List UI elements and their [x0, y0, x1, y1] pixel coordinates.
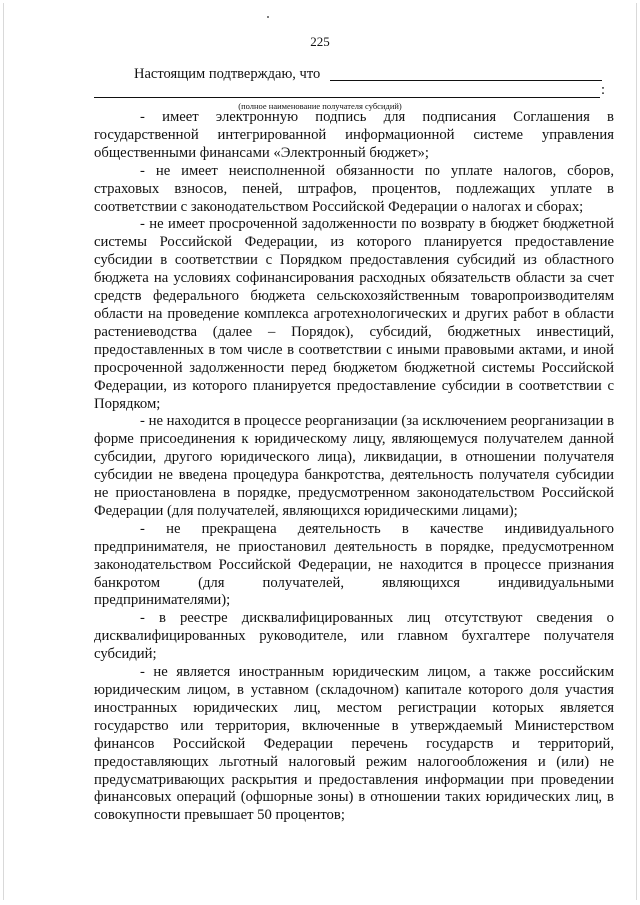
list-item: - не находится в процессе реорганизации (за исключением реорганизации в форме присоединения к юридическому лицу, являющемуся получателем данной субсидии, другого юридического лица), ликвидации, в отношении получателя субсидии не введена процедура банкротства, деятельность получателя субсидии не приостановлена в порядке, предусмотренном законодательством Российской Федерации (для получателей, являющихся юридическими лицами); — [94, 413, 614, 519]
confirm-lead: Настоящим подтверждаю, что — [134, 66, 321, 82]
blank-caption: (полное наименование получателя субсидий) — [238, 101, 402, 111]
recipient-name-blank[interactable] — [330, 80, 602, 81]
confirmation-list — [94, 109, 614, 825]
list-item: - не прекращена деятельность в качестве индивидуального предпринимателя, не приостановил деятельность в порядке, предусмотренном законодательством Российской Федерации, не находится в процессе признания банкротом (для получателей, являющихся индивидуальными предпринимателями); — [94, 520, 614, 609]
list-item: - не имеет просроченной задолженности по возврату в бюджет бюджетной системы Российской Федерации, из которого планируется предоставление субсидии в соответствии с Порядком предоставления субсидий из областного бюджета на условиях софинансирования расходных обязательств области за счет средств федерального бюджета сельскохозяйственным товаропроизводителям области на проведение комплекса агротехнологических и других работ в области растениеводства (далее – Порядок), субсидий, бюджетных инвестиций, предоставленных в том числе в соответствии с иными правовыми актами, и иной просроченной задолженности перед бюджетом бюджетной системы Российской Федерации, из которого планируется предоставление субсидии в соответствии с Порядком; — [94, 216, 614, 412]
page-number: 225 — [310, 34, 330, 49]
blank-colon: : — [601, 82, 606, 98]
recipient-name-blank-continued[interactable] — [94, 97, 600, 98]
scan-speck — [267, 16, 269, 18]
list-item: - в реестре дисквалифицированных лиц отсутствуют сведения о дисквалифицированных руководителе, или главном бухгалтере получателя субсидий; — [94, 610, 614, 663]
list-item: - не является иностранным юридическим лицом, а также российским юридическим лицом, в уставном (складочном) капитале которого доля участия иностранных юридических лиц, местом регистрации которых является государство или территория, включенные в утверждаемый Министерством финансов Российской Федерации перечень государств и территорий, предоставляющих льготный налоговый режим налогообложения и (или) не предусматривающих раскрытия и предоставления информации при проведении финансовых операций (офшорные зоны) в отношении таких юридических лиц, в совокупности превышает 50 процентов; — [94, 664, 614, 824]
list-item: - не имеет неисполненной обязанности по уплате налогов, сборов, страховых взносов, пеней, штрафов, процентов, подлежащих уплате в соответствии с законодательством Российской Федерации о налогах и сборах; — [94, 162, 614, 215]
list-item: - имеет электронную подпись для подписания Соглашения в государственной интегрированной информационной системе управления общественными финансами «Электронный бюджет»; — [94, 109, 614, 161]
